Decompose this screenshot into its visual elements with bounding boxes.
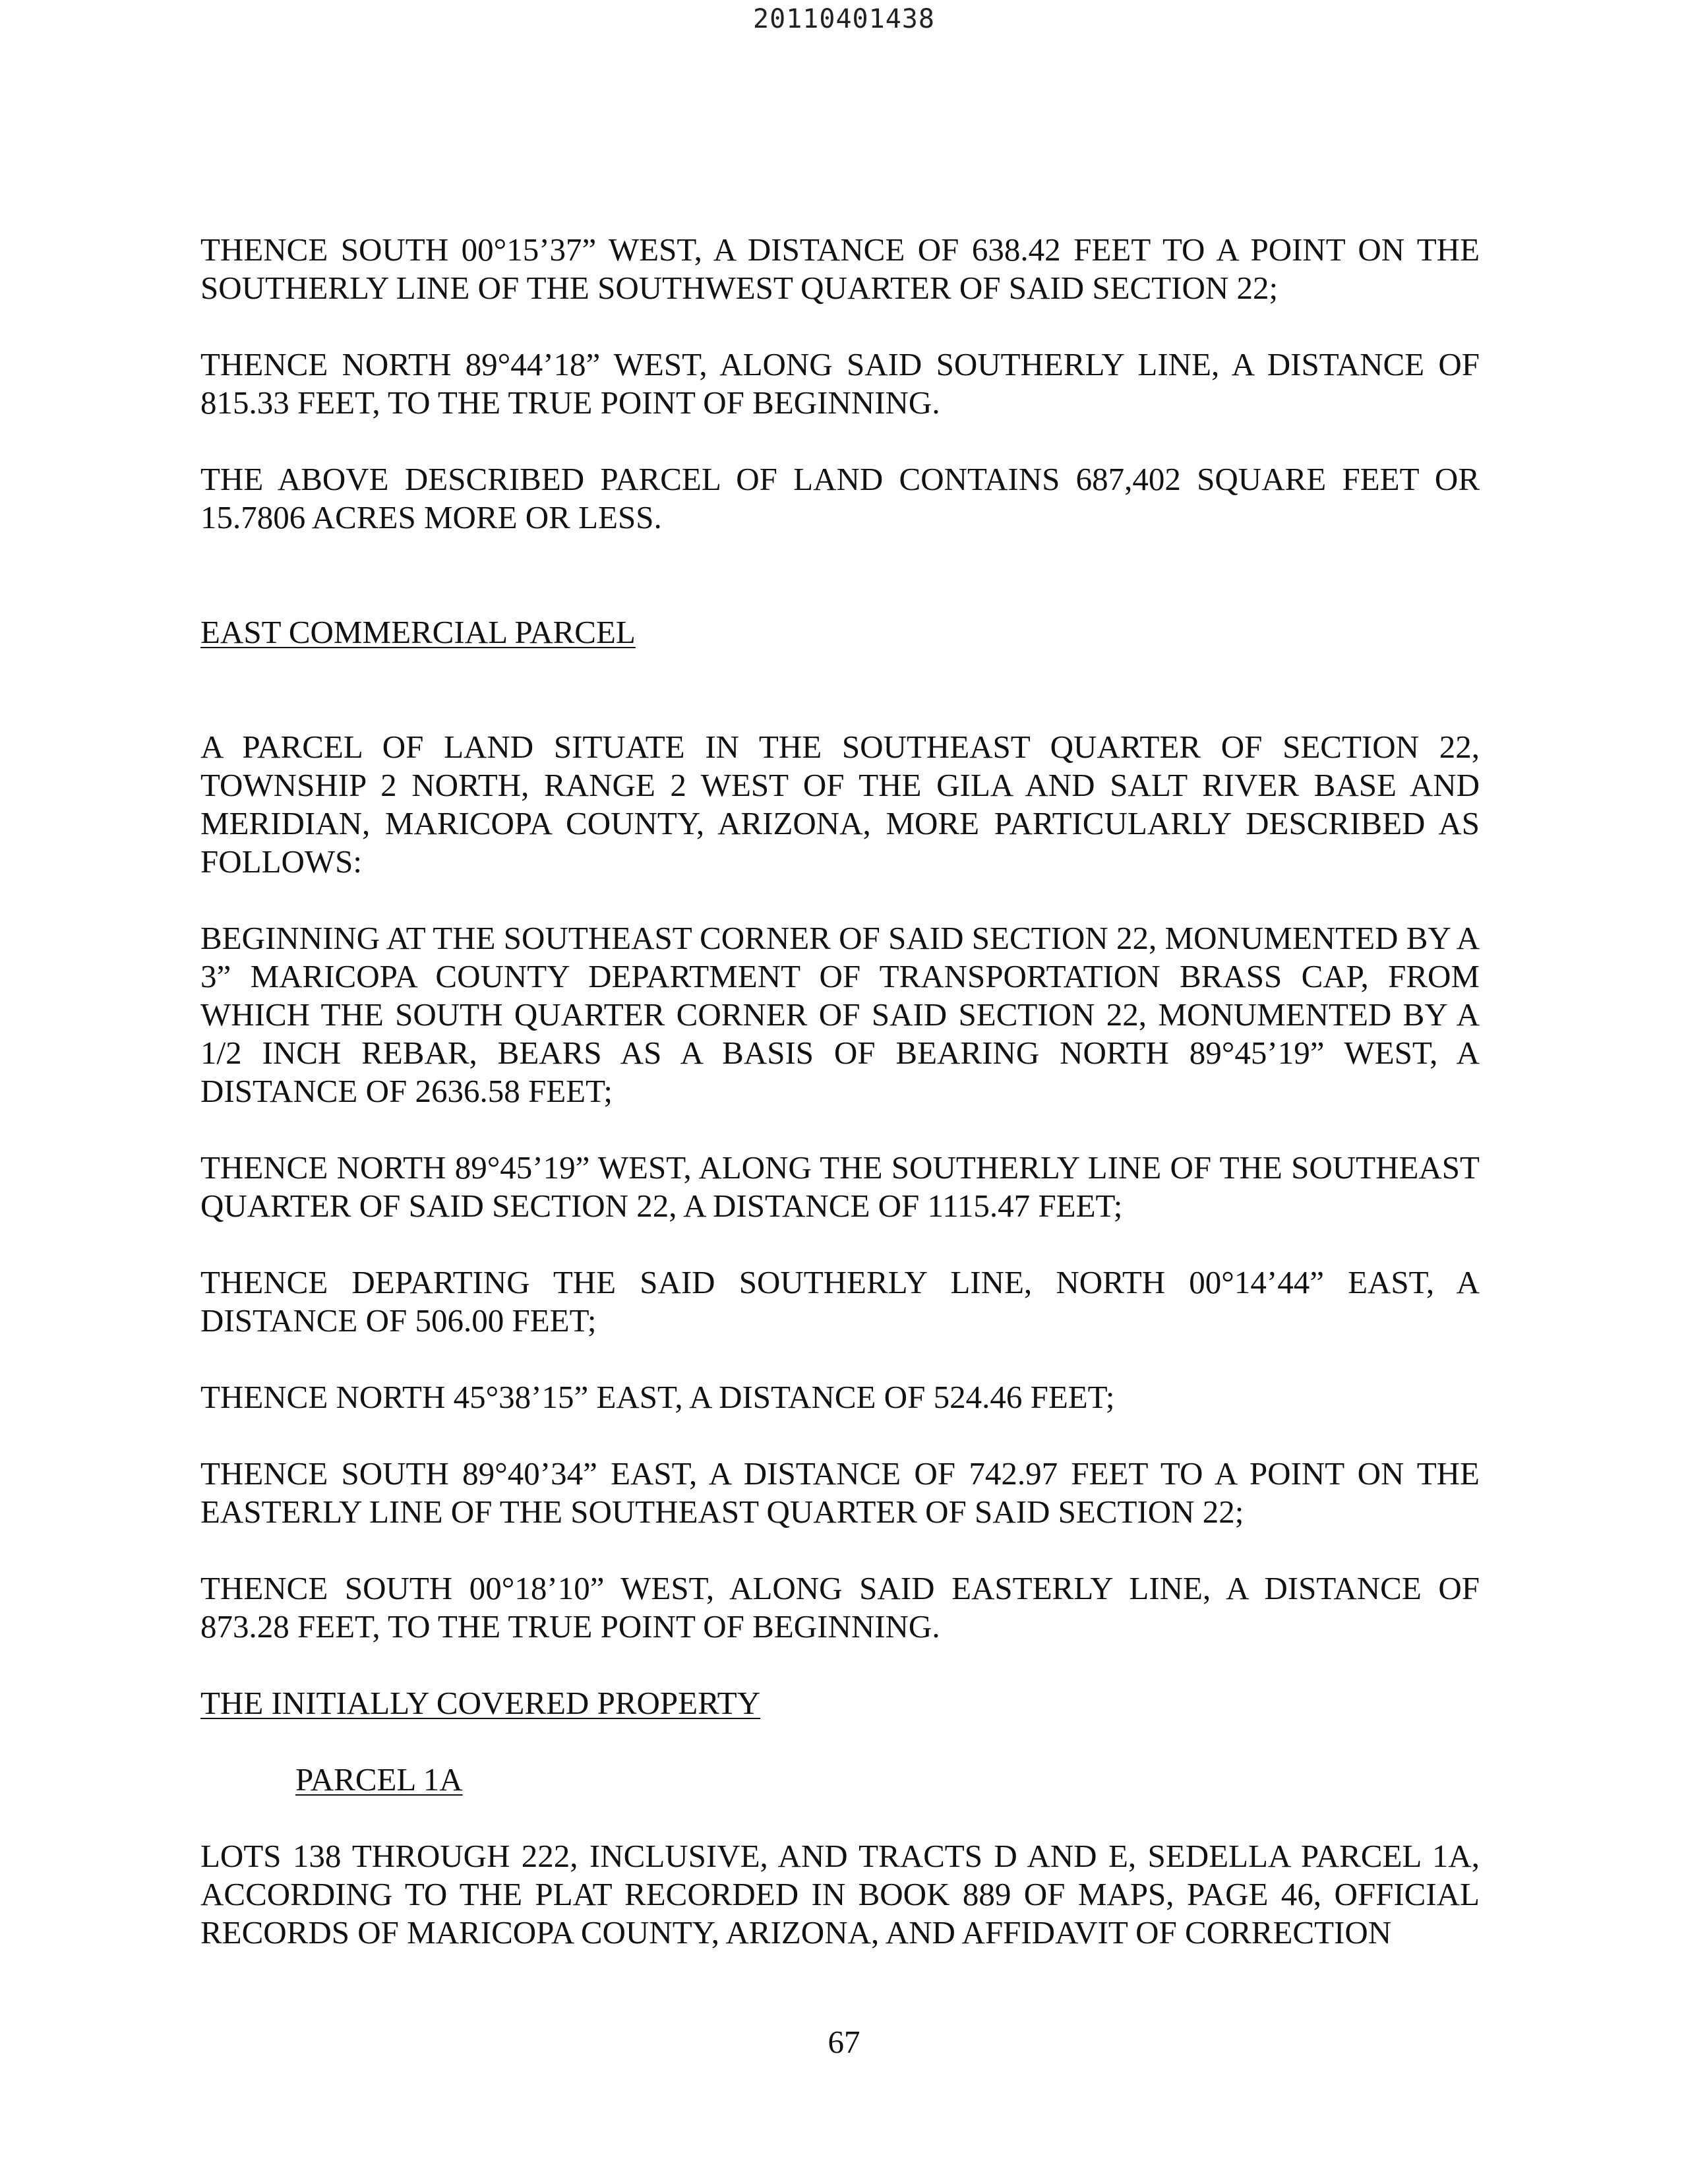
page-number: 67 [828,2024,860,2060]
section-heading-initially-covered: THE INITIALLY COVERED PROPERTY [200,1685,761,1721]
paragraph-parcel-area: THE ABOVE DESCRIBED PARCEL OF LAND CONTAINS 687,402 SQUARE FEET OR 15.7806 ACRES MORE OR LESS. [200,461,1480,535]
document-number: 20110401438 [753,4,935,34]
paragraph-thence-north-2: THENCE NORTH 89°45’19” WEST, ALONG THE SOUTHERLY LINE OF THE SOUTHEAST QUARTER OF SAID SECTION 22, A DISTANCE OF 1115.47 FEET; [200,1149,1480,1224]
paragraph-thence-south-1: THENCE SOUTH 00°15’37” WEST, A DISTANCE OF 638.42 FEET TO A POINT ON THE SOUTHERLY LINE OF THE SOUTHWEST QUARTER OF SAID SECTION 22; [200,231,1480,306]
paragraph-thence-south-3: THENCE SOUTH 00°18’10” WEST, ALONG SAID EASTERLY LINE, A DISTANCE OF 873.28 FEET, TO THE TRUE POINT OF BEGINNING. [200,1570,1480,1645]
paragraph-thence-departing: THENCE DEPARTING THE SAID SOUTHERLY LINE, NORTH 00°14’44” EAST, A DISTANCE OF 506.00 FEET; [200,1264,1480,1339]
subheading-parcel-1a: PARCEL 1A [295,1761,463,1798]
document-body [200,231,1480,1952]
paragraph-parcel-description: A PARCEL OF LAND SITUATE IN THE SOUTHEAST QUARTER OF SECTION 22, TOWNSHIP 2 NORTH, RANGE 2 WEST OF THE GILA AND SALT RIVER BASE AND MERIDIAN, MARICOPA COUNTY, ARIZONA, MORE PARTICULARLY DESCRIBED AS FOLLOWS: [200,729,1480,880]
paragraph-thence-south-2: THENCE SOUTH 89°40’34” EAST, A DISTANCE OF 742.97 FEET TO A POINT ON THE EASTERLY LINE OF THE SOUTHEAST QUARTER OF SAID SECTION 22; [200,1455,1480,1530]
paragraph-beginning: BEGINNING AT THE SOUTHEAST CORNER OF SAID SECTION 22, MONUMENTED BY A 3” MARICOPA COUNTY DEPARTMENT OF TRANSPORTATION BRASS CAP, FROM WHICH THE SOUTH QUARTER CORNER OF SAID SECTION 22, MONUMENTED BY A 1/2 INCH REBAR, BEARS AS A BASIS OF BEARING NORTH 89°45’19” WEST, A DISTANCE OF 2636.58 FEET; [200,920,1480,1109]
paragraph-lots: LOTS 138 THROUGH 222, INCLUSIVE, AND TRACTS D AND E, SEDELLA PARCEL 1A, ACCORDING TO THE PLAT RECORDED IN BOOK 889 OF MAPS, PAGE 46, OFFICIAL RECORDS OF MARICOPA COUNTY, ARIZONA, AND AFFIDAVIT OF CORRECTION [200,1838,1480,1951]
section-heading-east-commercial: EAST COMMERCIAL PARCEL [200,614,636,650]
paragraph-thence-north-1: THENCE NORTH 89°44’18” WEST, ALONG SAID SOUTHERLY LINE, A DISTANCE OF 815.33 FEET, TO THE TRUE POINT OF BEGINNING. [200,346,1480,421]
paragraph-thence-north-3: THENCE NORTH 45°38’15” EAST, A DISTANCE OF 524.46 FEET; [200,1379,1115,1415]
